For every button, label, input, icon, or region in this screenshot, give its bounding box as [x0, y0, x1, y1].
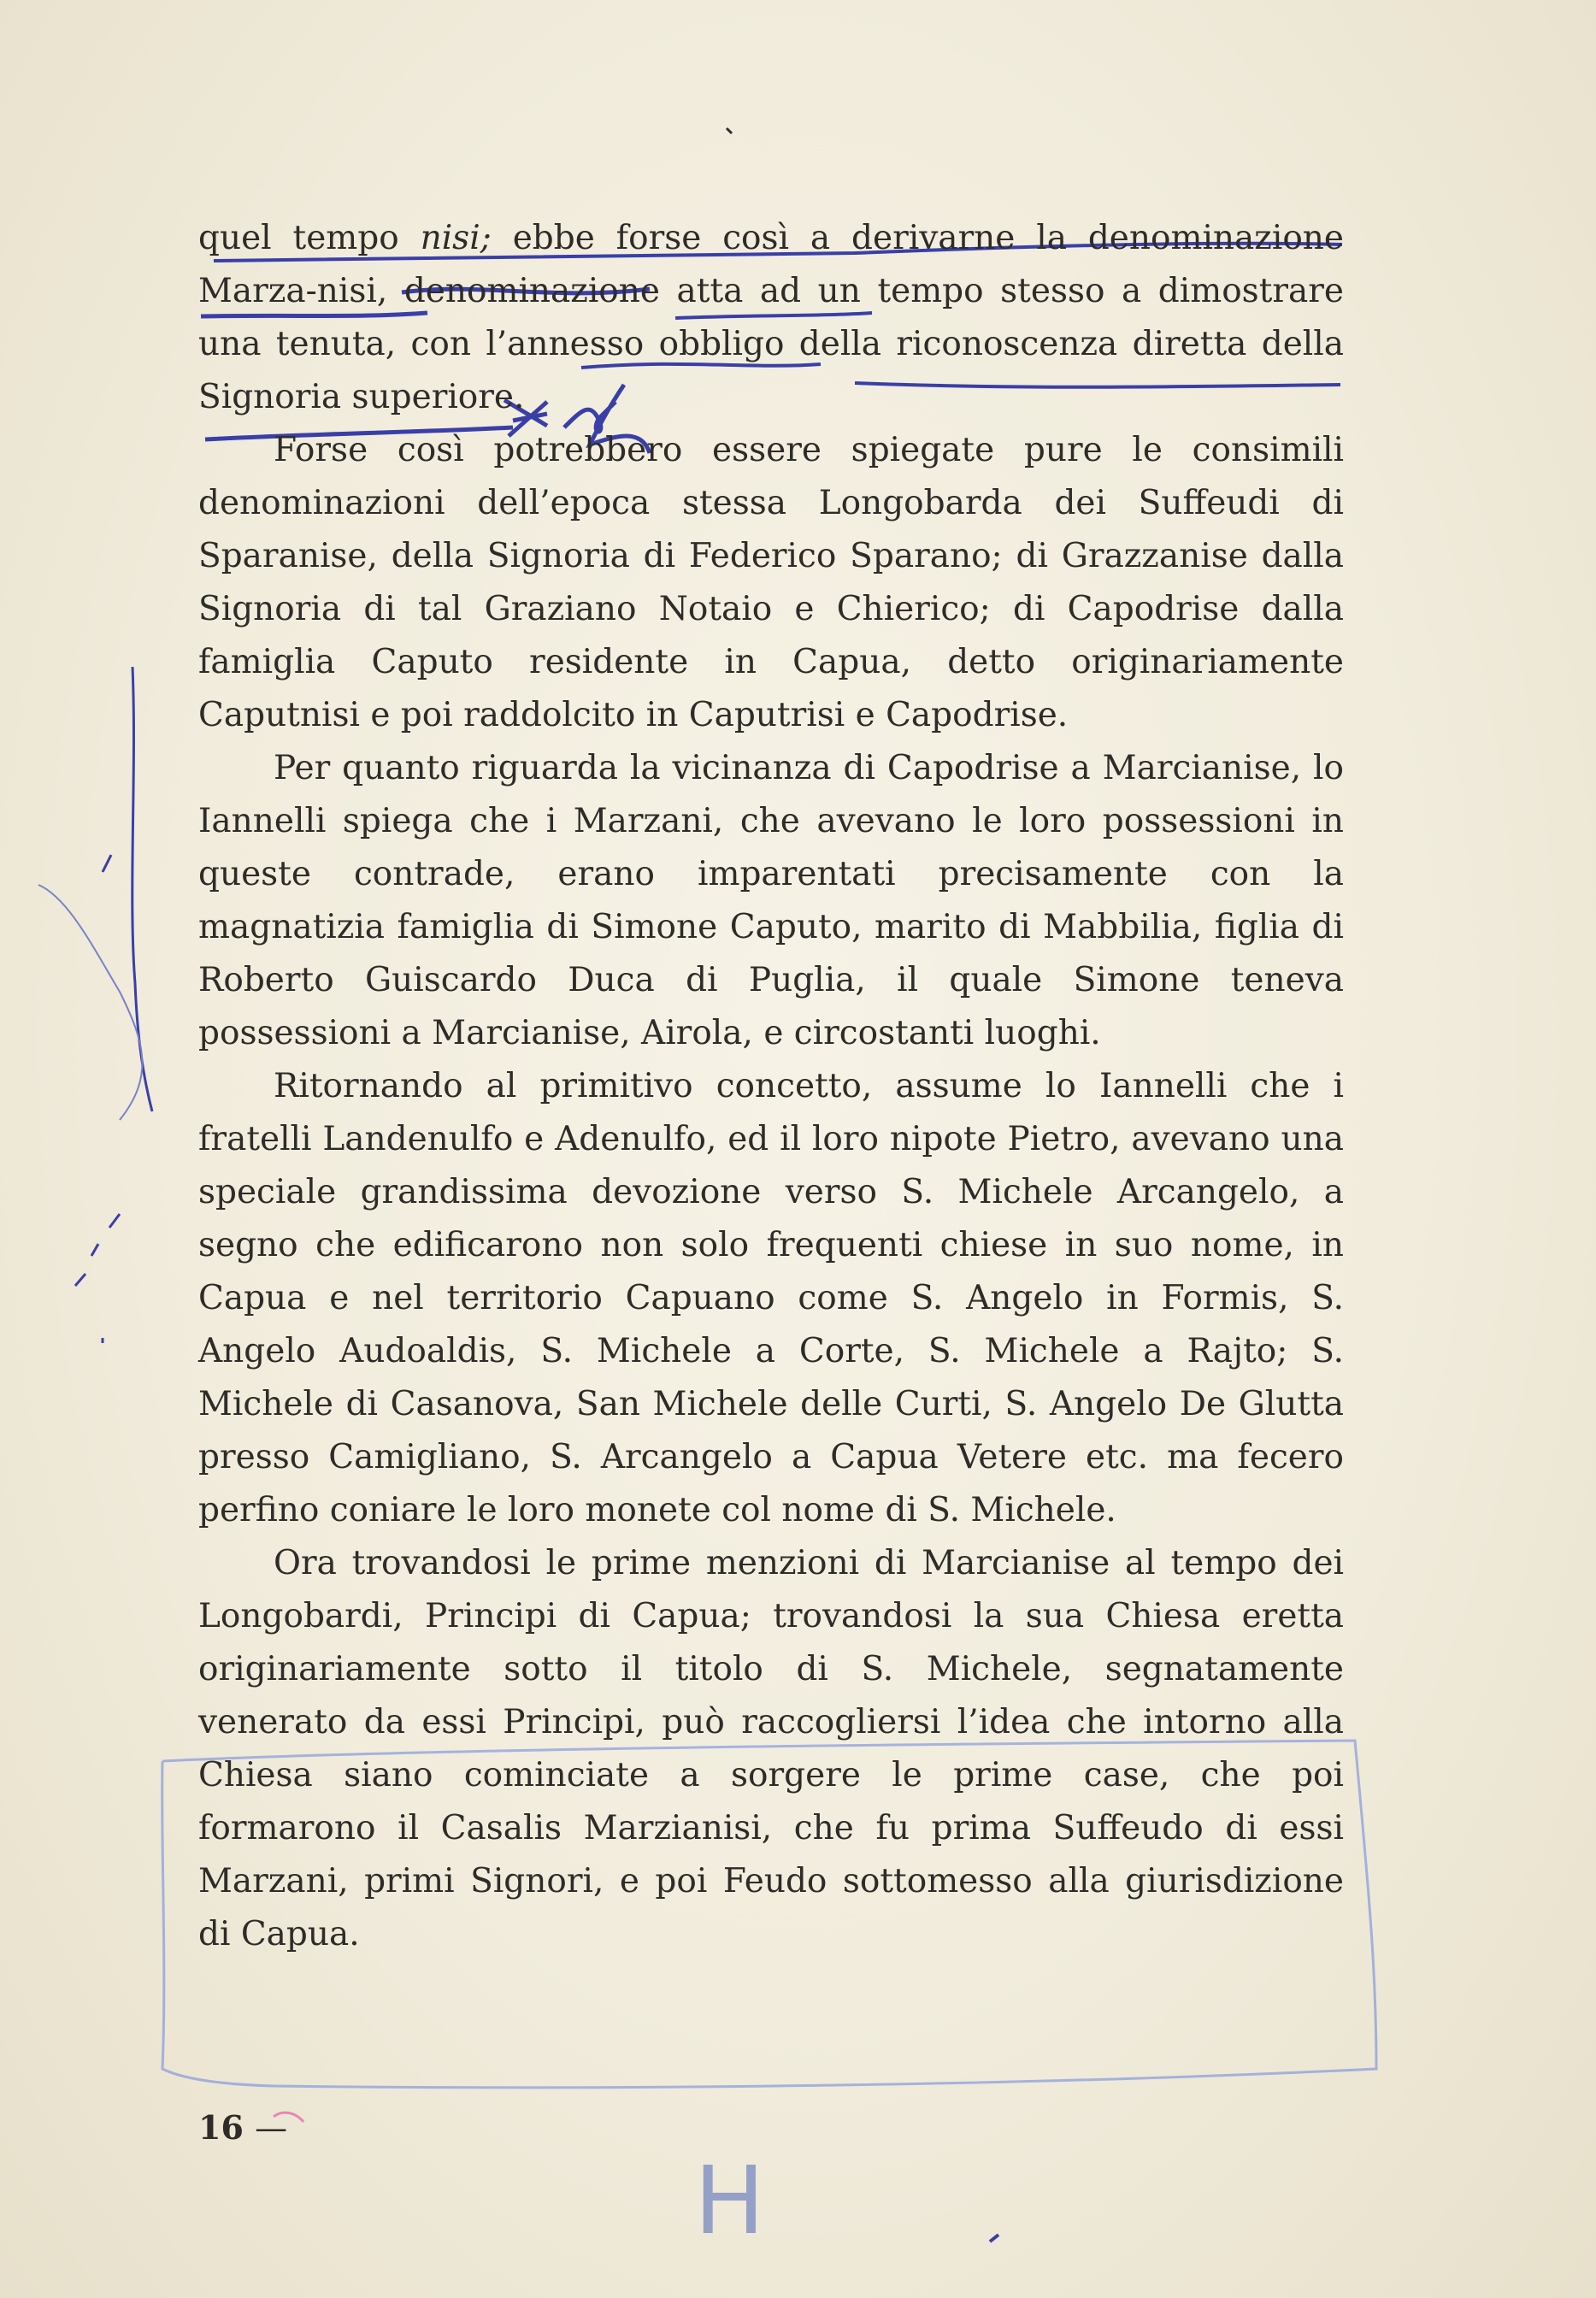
- page-number-value: 16: [198, 2108, 244, 2147]
- paragraph-1: [198, 212, 1344, 424]
- paragraph-1-italic: nisi;: [420, 219, 492, 257]
- paragraph-1-text: ebbe forse così a derivarne la denominazione Marza-nisi, denominazione atta ad un tempo stesso a dimostrare una tenuta, con l’annesso obbligo della riconoscenza diretta della Signoria superiore.: [198, 219, 1344, 416]
- margin-ticks: [75, 855, 120, 1343]
- paragraph-2: Forse così potrebbero essere spiegate pure le consimili denominazioni dell’epoca stessa Longobarda dei Suffeudi di Sparanise, della Signoria di Federico Sparano; di Grazzanise dalla Signoria di tal Graziano Notaio e Chierico; di Capodrise dalla famiglia Caputo residente in Capua, detto originariamente Caputnisi e poi raddolcito in Caputrisi e Capodrise.: [198, 431, 1344, 734]
- margin-curve: [38, 885, 142, 1120]
- page-number: [198, 2108, 287, 2147]
- page-number-dash: —: [255, 2109, 288, 2147]
- margin-bracket: [133, 667, 152, 1111]
- paragraph-4: Ritornando al primitivo concetto, assume lo Iannelli che i fratelli Landenulfo e Adenulfo, ed il loro nipote Pietro, avevano una speciale grandissima devozione verso S. Michele Arcangelo, a segno che edificarono non solo frequenti chiese in suo nome, in Capua e nel territorio Capuano come S. Angelo in Formis, S. Angelo Audoaldis, S. Michele a Corte, S. Michele a Rajto; S. Michele di Casanova, San Michele delle Curti, S. Angelo De Glutta presso Camigliano, S. Arcangelo a Capua Vetere etc. ma fecero perfino coniare le loro monete col nome di S. Michele.: [198, 1067, 1344, 1529]
- paragraph-3: Per quanto riguarda la vicinanza di Capodrise a Marcianise, lo Iannelli spiega che i Marzani, che avevano le loro possessioni in queste contrade, erano imparentati precisamente con la magnatizia famiglia di Simone Caputo, marito di Mabbilia, figlia di Roberto Guiscardo Duca di Puglia, il quale Simone teneva possessioni a Marcianise, Airola, e circostanti luoghi.: [198, 749, 1344, 1052]
- document-body: [198, 212, 1344, 1961]
- ink-dot-bottom: [990, 2235, 998, 2242]
- paragraph-1-lead: quel tempo: [198, 219, 421, 257]
- paragraph-5: Ora trovandosi le prime menzioni di Marcianise al tempo dei Longobardi, Principi di Capua; trovandosi la sua Chiesa eretta originariamente sotto il titolo di S. Michele, segnatamente venerato da essi Principi, può raccogliersi l’idea che intorno alla Chiesa siano cominciate a sorgere le prime case, che poi formarono il Casalis Marzianisi, che fu prima Suffeudo di essi Marzani, primi Signori, e poi Feudo sottomesso alla giurisdizione di Capua.: [198, 1544, 1344, 1953]
- handwritten-h-mark: H: [694, 2146, 765, 2255]
- ink-tick-top: [727, 128, 732, 133]
